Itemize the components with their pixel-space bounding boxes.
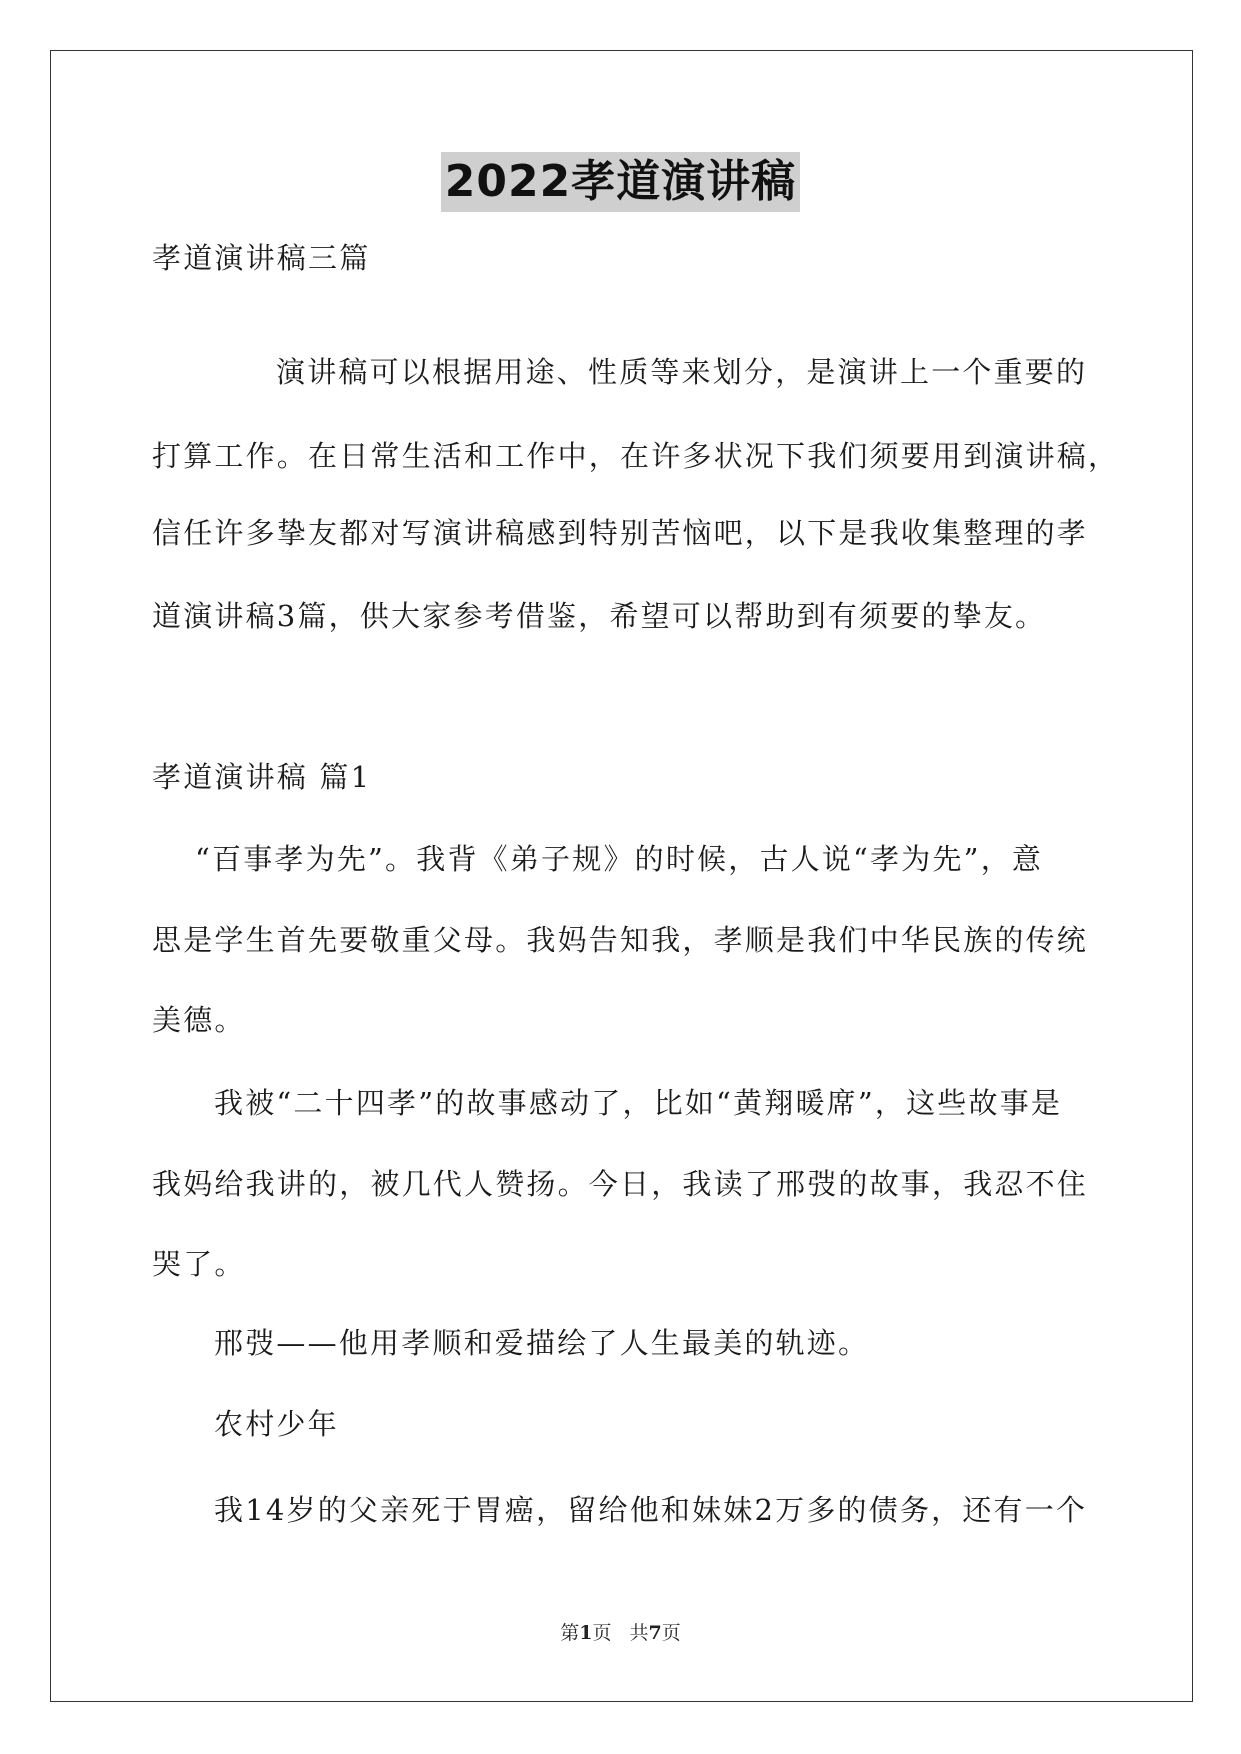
paragraph3-line-1: 我被“二十四孝”的故事感动了，比如“黄翔暖席”，这些故事是 (214, 1086, 1063, 1120)
intro-line-1: 演讲稿可以根据用途、性质等来划分，是演讲上一个重要的 (276, 355, 1088, 389)
intro-line-4: 道演讲稿3篇，供大家参考借鉴，希望可以帮助到有须要的挚友。 (152, 599, 1047, 633)
paragraph2-line-2: 思是学生首先要敬重父母。我妈告知我，孝顺是我们中华民族的传统 (152, 923, 1089, 957)
paragraph3-line-3: 哭了。 (152, 1247, 246, 1281)
total-pages: 7 (648, 1622, 662, 1644)
title-container (0, 152, 1241, 212)
page-number: 1 (579, 1622, 593, 1644)
document-subtitle: 孝道演讲稿三篇 (152, 241, 371, 275)
page-suffix: 页 (592, 1622, 612, 1644)
intro-line-3: 信任许多挚友都对写演讲稿感到特别苦恼吧，以下是我收集整理的孝 (152, 516, 1089, 550)
document-title: 2022孝道演讲稿 (441, 152, 800, 212)
intro-line-2: 打算工作。在日常生活和工作中，在许多状况下我们须要用到演讲稿， (152, 439, 1120, 473)
total-suffix: 页 (661, 1622, 681, 1644)
section-heading: 孝道演讲稿 篇1 (152, 760, 372, 794)
paragraph4: 邢弢——他用孝顺和爱描绘了人生最美的轨迹。 (214, 1326, 870, 1360)
paragraph5: 农村少年 (214, 1407, 339, 1441)
page-footer (0, 1620, 1241, 1646)
paragraph6: 我14岁的父亲死于胃癌，留给他和妹妹2万多的债务，还有一个 (214, 1493, 1088, 1527)
paragraph2-line-3: 美德。 (152, 1003, 246, 1037)
total-prefix: 共 (629, 1622, 649, 1644)
paragraph2-line-1: “百事孝为先”。我背《弟子规》的时候，古人说“孝为先”，意 (195, 842, 1044, 876)
page-prefix: 第 (560, 1622, 580, 1644)
paragraph3-line-2: 我妈给我讲的，被几代人赞扬。今日，我读了邢弢的故事，我忍不住 (152, 1167, 1089, 1201)
